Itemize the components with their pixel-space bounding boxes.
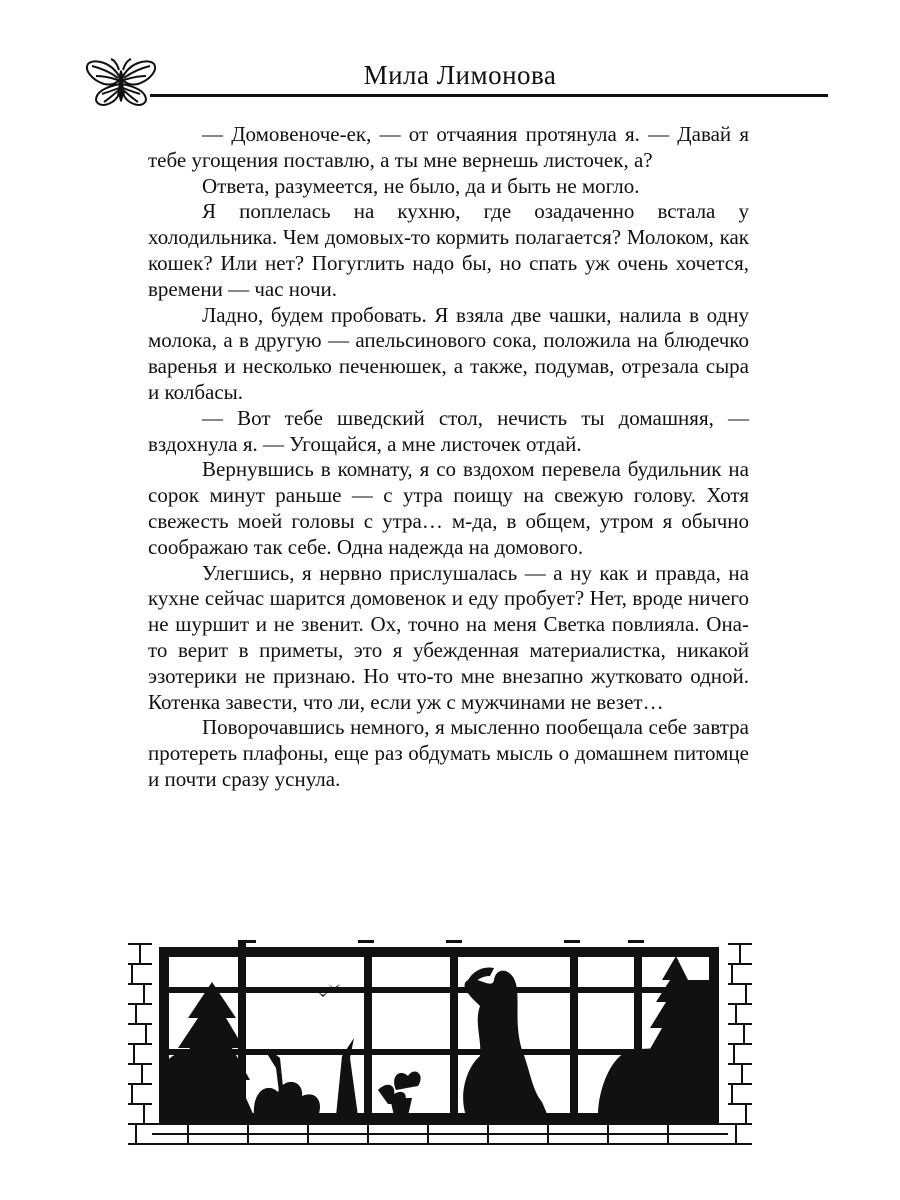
- paragraph: — Домовеноче-ек, — от отчаяния протянула я. — Давай я тебе угощения поставлю, а ты мне вернешь листочек, а?: [148, 122, 749, 172]
- header-rule: [150, 94, 828, 97]
- paragraph: Ответа, разумеется, не было, да и быть не могло.: [202, 173, 640, 198]
- paragraph: Улегшись, я нервно прислушалась — а ну как и правда, на кухне сейчас шарится домовенок и еду пробует? Нет, вроде ничего не шуршит и не звенит. Ох, точно на меня Светка повлияла. Она-то верит в приметы, это я убежденная материалистка, никакой эзотерики не признаю. Но что-то мне внезапно жутковато одной. Котенка завести, что ли, если уж с мужчинами не везет…: [148, 560, 749, 714]
- window-silhouette-illustration: [128, 940, 752, 1156]
- body-text: [148, 122, 749, 793]
- paragraph: Я поплелась на кухню, где озадаченно встала у холодильника. Чем домовых-то кормить полагается? Молоком, как кошек? Или нет? Погуглить надо бы, но спать уж очень хочется, времени — час ночи.: [148, 199, 749, 301]
- page-header: [0, 0, 900, 120]
- author-name: Мила Лимонова: [363, 60, 557, 90]
- butterfly-icon: [84, 58, 158, 110]
- paragraph: Поворочавшись немного, я мысленно пообещала себе завтра протереть плафоны, еще раз обдумать мысль о домашнем питомце и почти сразу уснула.: [148, 715, 749, 791]
- paragraph: Ладно, будем пробовать. Я взяла две чашки, налила в одну молока, а в другую — апельсинового сока, положила на блюдечко варенья и несколько печенюшек, а также, подумав, отрезала сыра и колбасы.: [148, 302, 749, 404]
- paragraph: — Вот тебе шведский стол, нечисть ты домашняя, — вздохнула я. — Угощайся, а мне листочек отдай.: [148, 405, 749, 456]
- paragraph: Вернувшись в комнату, я со вздохом перевела будильник на сорок минут раньше — с утра поищу на свежую голову. Хотя свежесть моей головы с утра… м-да, в общем, утром я обычно соображаю так себе. Одна надежда на домового.: [148, 457, 749, 559]
